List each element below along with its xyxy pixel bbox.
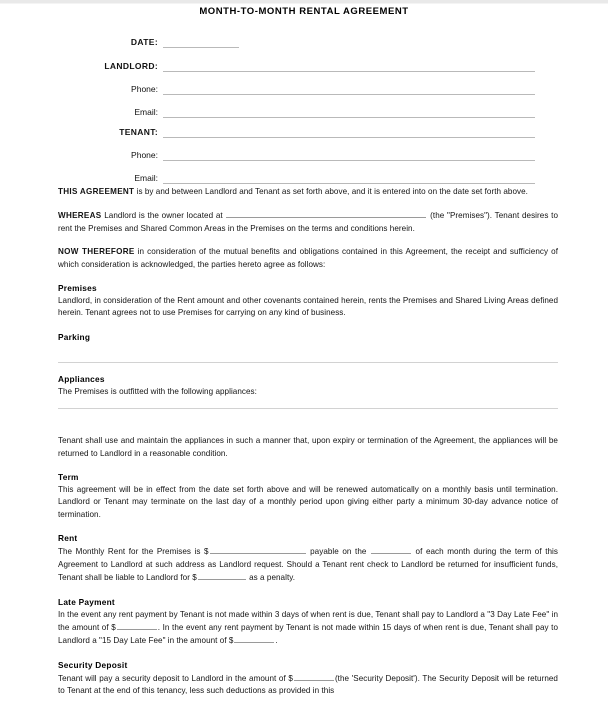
whereas-text-first: Landlord is the owner located at: [101, 211, 226, 221]
late-payment-text-first: In the event any rent payment by Tenant is not made within 3 days of when rent is due, Tenant shall pay to Landlord a "3 Day Late Fee" in the amount of $: [58, 609, 558, 632]
form-row-date: [0, 27, 608, 48]
monthly-rent-amount-blank[interactable]: [210, 545, 306, 554]
agreement-body: [58, 186, 558, 702]
rent-text-fourth: as a penalty.: [246, 573, 296, 583]
document-title: MONTH-TO-MONTH RENTAL AGREEMENT: [199, 6, 409, 17]
whereas-text-second: (the "Premises"). Tenant desires to rent the Premises and Shared Common Areas in the Premises on the terms and conditions herein.: [58, 211, 558, 233]
form-row-tenant-phone: [0, 138, 608, 161]
parking-fill-area[interactable]: [58, 344, 558, 362]
rent-text-third: of each month during the term of this Agreement to Landlord at such address as Landlord request. Should a Tenant rent check to Landlord be returned for insufficient funds, Tenant shall be liable to Landlord for $: [58, 547, 558, 583]
form-row-landlord: [0, 48, 608, 72]
spacer-after-parking-divider: [58, 363, 558, 373]
rent-text: [58, 545, 558, 584]
landlord-name-input-line[interactable]: [163, 60, 535, 72]
parking-heading: Parking: [58, 331, 91, 342]
paragraph-now-therefore: [58, 246, 558, 271]
security-deposit-amount-blank[interactable]: [294, 672, 334, 681]
landlord-label: LANDLORD:: [104, 61, 158, 71]
landlord-email-input-line[interactable]: [163, 106, 535, 118]
form-row-landlord-email: [0, 95, 608, 118]
rent-due-day-blank[interactable]: [371, 545, 411, 554]
late-payment-text: [58, 609, 558, 648]
paragraph-whereas: [58, 209, 558, 235]
landlord-phone-label: Phone:: [131, 84, 158, 94]
date-input-line[interactable]: [163, 36, 239, 48]
now-therefore-lead: NOW THEREFORE: [58, 247, 135, 257]
insufficient-funds-penalty-blank[interactable]: [198, 571, 246, 580]
late-payment-text-second: . In the event any rent payment by Tenant is not made within 15 days of when rent is due, Tenant shall pay to Landlord a "15 Day Late Fee" in the amount of $: [58, 622, 558, 646]
this-agreement-lead: THIS AGREEMENT: [58, 187, 135, 196]
appliances-heading: Appliances: [58, 373, 105, 384]
premises-heading: Premises: [58, 283, 97, 294]
security-deposit-heading: Security Deposit: [58, 659, 128, 670]
late-payment-text-third: .: [275, 636, 278, 646]
form-row-landlord-phone: [0, 72, 608, 95]
party-information-form: [0, 27, 608, 184]
form-row-tenant: [0, 118, 608, 138]
term-heading: Term: [58, 472, 79, 483]
fifteen-day-late-fee-blank[interactable]: [234, 634, 274, 643]
appliances-maintenance-text: Tenant shall use and maintain the appliances in such a manner that, upon expiry or termination of the Agreement, the appliances will be returned to Landlord in a reasonable condition.: [58, 436, 558, 458]
landlord-email-label: Email:: [134, 107, 158, 117]
term-text: This agreement will be in effect from the date set forth above and will be renewed automatically on a monthly basis until termination. Landlord or Tenant may terminate on the last day of a monthly period upon giving either party a minimum 30-day advance notice of termination.: [58, 485, 558, 519]
late-payment-heading: Late Payment: [58, 596, 115, 607]
tenant-email-label: Email:: [134, 173, 158, 183]
form-row-tenant-email: [0, 161, 608, 184]
page-top-band-edge: [0, 3, 608, 4]
whereas-lead: WHEREAS: [58, 211, 102, 221]
now-therefore-text: in consideration of the mutual benefits and obligations contained in this Agreement, the receipt and sufficiency of which consideration is acknowledged, the parties hereto agree as follows:: [58, 247, 558, 269]
appliances-fill-area-bottom[interactable]: [58, 409, 558, 435]
tenant-label: TENANT:: [119, 127, 158, 137]
tenant-name-input-line[interactable]: [163, 126, 535, 138]
appliances-text: The Premises is outfitted with the following appliances:: [58, 386, 257, 396]
premises-text: Landlord, in consideration of the Rent amount and other covenants contained herein, rents the Premises and Shared Living Areas defined herein. Tenant agrees not to use Premises for carrying on any kind of business.: [58, 296, 558, 318]
security-deposit-text: [58, 672, 558, 698]
landlord-phone-input-line[interactable]: [163, 83, 535, 95]
security-deposit-text-first: Tenant will pay a security deposit to Landlord in the amount of $: [58, 673, 293, 683]
this-agreement-text: is by and between Landlord and Tenant as set forth above, and it is entered into on the date set forth above.: [134, 187, 528, 196]
tenant-phone-input-line[interactable]: [163, 149, 535, 161]
security-deposit-text-second: (the 'Security Deposit'). The Security Deposit will be returned to Tenant at the end of this tenancy, less such deductions as provided in this: [58, 673, 558, 696]
appliances-fill-area-top[interactable]: [58, 398, 558, 408]
tenant-phone-label: Phone:: [131, 150, 158, 160]
rent-text-first: The Monthly Rent for the Premises is $: [58, 547, 209, 557]
premises-address-blank[interactable]: [226, 209, 426, 218]
rent-text-second: payable on the: [306, 547, 370, 557]
tenant-email-input-line[interactable]: [163, 172, 535, 184]
paragraph-this-agreement: [58, 186, 558, 198]
date-label: DATE:: [130, 37, 158, 47]
rent-heading: Rent: [58, 533, 78, 544]
three-day-late-fee-blank[interactable]: [117, 621, 157, 630]
